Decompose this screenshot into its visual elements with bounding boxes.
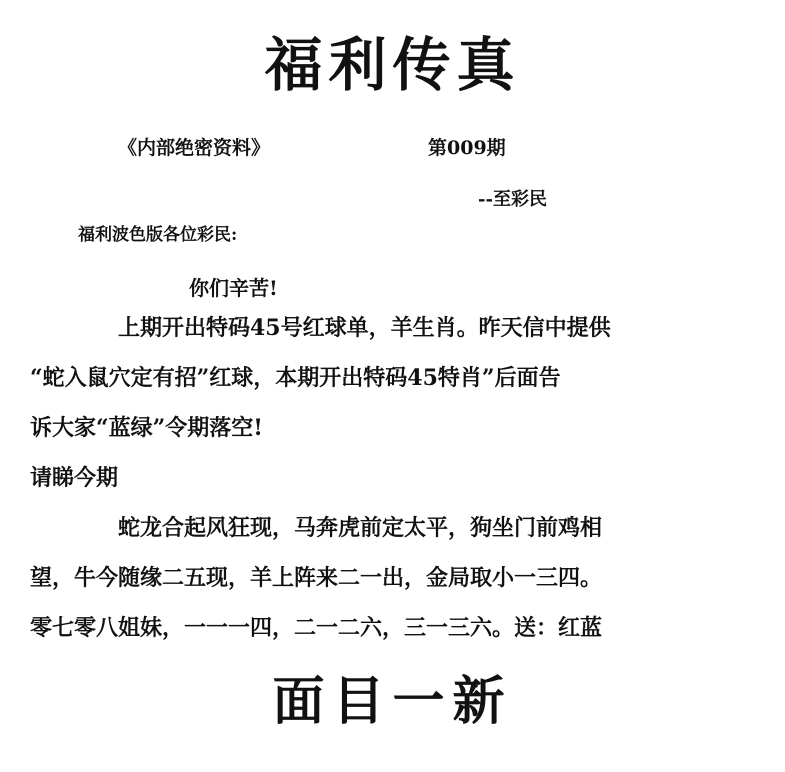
- footer-title: 面目一新: [272, 671, 513, 732]
- letter-line: “蛇入鼠穴定有招”红球，本期开出特码45特肖”后面告: [30, 365, 561, 391]
- signature: --至彩民: [478, 189, 547, 210]
- issue-number: 第009期: [428, 137, 506, 159]
- greeting: 你们辛苦!: [189, 276, 278, 300]
- page-title: 福利传真: [264, 31, 521, 99]
- letter-line: 诉大家“蓝绿”令期落空!: [30, 415, 263, 441]
- letter-line: 望，牛今随缘二五现，羊上阵来二一出，金局取小一三四。: [30, 565, 603, 591]
- letter-line: 零七零八姐妹，一一一四，二一二六，三一三六。送：红蓝: [30, 615, 603, 641]
- subtitle: 《内部绝密资料》: [118, 137, 271, 159]
- salutation: 福利波色版各位彩民:: [78, 225, 238, 245]
- letter-line: 蛇龙合起风狂现，马奔虎前定太平，狗坐门前鸡相: [118, 515, 603, 541]
- letter-line: 请睇今期: [30, 465, 119, 491]
- letter-line: 上期开出特码45号红球单，羊生肖。昨天信中提供: [118, 315, 611, 341]
